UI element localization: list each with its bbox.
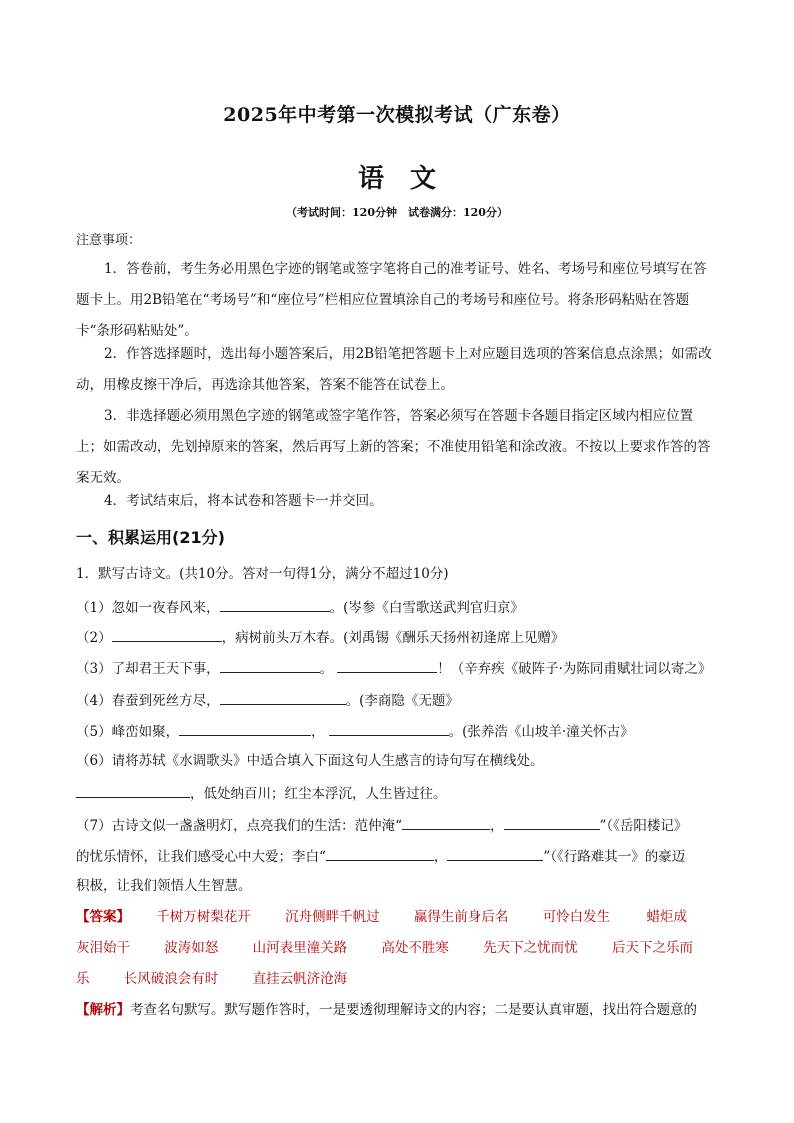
question-1-item-2 bbox=[76, 627, 564, 647]
item-text: ”（《行路难其一》的豪迈 bbox=[543, 849, 686, 865]
answer-item: 长风破浪会有时 bbox=[123, 971, 219, 987]
answer-blank bbox=[447, 846, 543, 861]
answer-blank bbox=[402, 815, 490, 830]
answer-item: 高处不胜寒 bbox=[381, 940, 449, 956]
answer-label: 【答案】 bbox=[76, 909, 130, 925]
answer-blank bbox=[329, 721, 449, 736]
question-1-item-7 bbox=[76, 815, 687, 835]
question-1-item-5 bbox=[76, 721, 634, 741]
answer-blank bbox=[220, 690, 346, 705]
answer-blank bbox=[220, 597, 330, 612]
item-text: 。(李商隐《无题》 bbox=[345, 693, 459, 709]
answer-item: 千树万树梨花开 bbox=[156, 909, 251, 925]
question-1-item-6-blank-line bbox=[76, 783, 447, 803]
section-heading: 一、积累运用(21分) bbox=[76, 528, 225, 547]
answer-blank bbox=[179, 721, 311, 736]
analysis-line bbox=[76, 1001, 697, 1019]
answer-item: 山河表里潼关路 bbox=[252, 940, 348, 956]
answer-blank bbox=[504, 815, 600, 830]
analysis-text: 考查名句默写。默写题作答时，一是要透彻理解诗文的内容；二是要认真审题，找出符合题意的 bbox=[130, 1002, 697, 1018]
item-text: ， bbox=[490, 818, 504, 834]
question-1-stem: 1．默写古诗文。(共10分。答对一句得1分，满分不超过10分) bbox=[76, 566, 449, 582]
answer-item: 沉舟侧畔千帆过 bbox=[285, 909, 380, 925]
note-1: 1．答卷前，考生务必用黑色字迹的钢笔或签字笔将自己的准考证号、姓名、考场号和座位号填写在答题卡上。用2B铅笔在“考场号”和“座位号”栏相应位置填涂自己的考场号和座位号。将条形码粘贴在答题卡“条形码粘贴处”。 bbox=[76, 261, 707, 339]
question-1-item-4 bbox=[76, 690, 459, 710]
answer-blank bbox=[76, 783, 190, 798]
item-text: 的忧乐情怀，让我们感受心中大爱；李白“ bbox=[76, 849, 326, 865]
item-text: （3）了却君王天下事， bbox=[76, 661, 220, 677]
item-text: （1）忽如一夜春风来， bbox=[76, 600, 220, 616]
question-1-item-7-cont bbox=[76, 846, 685, 866]
answer-line-1 bbox=[76, 908, 687, 926]
answer-item: 后天下之乐而 bbox=[611, 940, 693, 956]
answer-item: 乐 bbox=[76, 971, 90, 987]
answer-item: 波涛如怒 bbox=[164, 940, 219, 956]
item-text: ，低处纳百川；红尘本浮沉，人生皆过往。 bbox=[190, 786, 447, 802]
note-2: 2．作答选择题时，选出每小题答案后，用2B铅笔把答题卡上对应题目选项的答案信息点涂黑；如需改动，用橡皮擦干净后，再选涂其他答案，答案不能答在试卷上。 bbox=[76, 346, 712, 393]
answer-blank bbox=[326, 846, 434, 861]
question-1-item-3 bbox=[76, 658, 711, 678]
item-text: （2） bbox=[76, 630, 112, 646]
answer-item: 赢得生前身后名 bbox=[413, 909, 509, 925]
item-text: 。(岑参《白雪歌送武判官归京》 bbox=[329, 600, 524, 616]
item-text: 。(张养浩《山坡羊·潼关怀古》 bbox=[448, 724, 634, 740]
answer-item: 直挂云帆济沧海 bbox=[252, 971, 348, 987]
item-text: 。 bbox=[319, 661, 334, 677]
item-text: （5）峰峦如聚， bbox=[76, 724, 180, 740]
answer-blank bbox=[337, 658, 437, 673]
item-text: ， bbox=[433, 849, 448, 865]
answer-line-3 bbox=[76, 970, 347, 988]
item-text: （7）古诗文似一盏盏明灯，点亮我们的生活：范仲淹“ bbox=[76, 818, 402, 834]
notes-header: 注意事项： bbox=[76, 233, 142, 248]
subject-title: 语文 bbox=[357, 164, 462, 194]
item-text: ，病树前头万木春。(刘禹锡《酬乐天扬州初逢席上见赠》 bbox=[221, 630, 565, 646]
note-4: 4．考试结束后，将本试卷和答题卡一并交回。 bbox=[104, 493, 383, 509]
answer-item: 可怜白发生 bbox=[542, 909, 611, 925]
question-1-item-7-end: 积极，让我们领悟人生智慧。 bbox=[76, 878, 252, 894]
analysis-label: 【解析】 bbox=[76, 1002, 130, 1018]
answer-blank bbox=[220, 658, 320, 673]
answer-blank bbox=[112, 627, 222, 642]
note-3: 3．非选择题必须用黑色字迹的钢笔或签字笔作答，答案必须写在答题卡各题目指定区域内相应位置上；如需改动，先划掉原来的答案，然后再写上新的答案；不准使用铅笔和涂改液。不按以上要求作答的答案无效。 bbox=[76, 408, 711, 486]
question-1-item-6: （6）请将苏轼《水调歌头》中适合填入下面这句人生感言的诗句写在横线处。 bbox=[76, 753, 544, 769]
answer-item: 蜡炬成 bbox=[646, 909, 687, 925]
item-text: ”（《岳阳楼记》 bbox=[599, 818, 688, 834]
answer-item: 灰泪始干 bbox=[76, 940, 130, 956]
item-text: ！（辛弃疾《破阵子·为陈同甫赋壮词以寄之》 bbox=[437, 661, 712, 677]
question-1-item-1 bbox=[76, 597, 524, 617]
exam-title: 2025年中考第一次模拟考试（广东卷） bbox=[223, 104, 571, 126]
answer-line-2 bbox=[76, 939, 693, 957]
answer-item: 先天下之忧而忧 bbox=[483, 940, 578, 956]
item-text: ， bbox=[311, 724, 325, 740]
item-text: （4）春蚕到死丝方尽， bbox=[76, 693, 220, 709]
exam-info: （考试时间：120分钟 试卷满分：120分） bbox=[286, 206, 508, 219]
